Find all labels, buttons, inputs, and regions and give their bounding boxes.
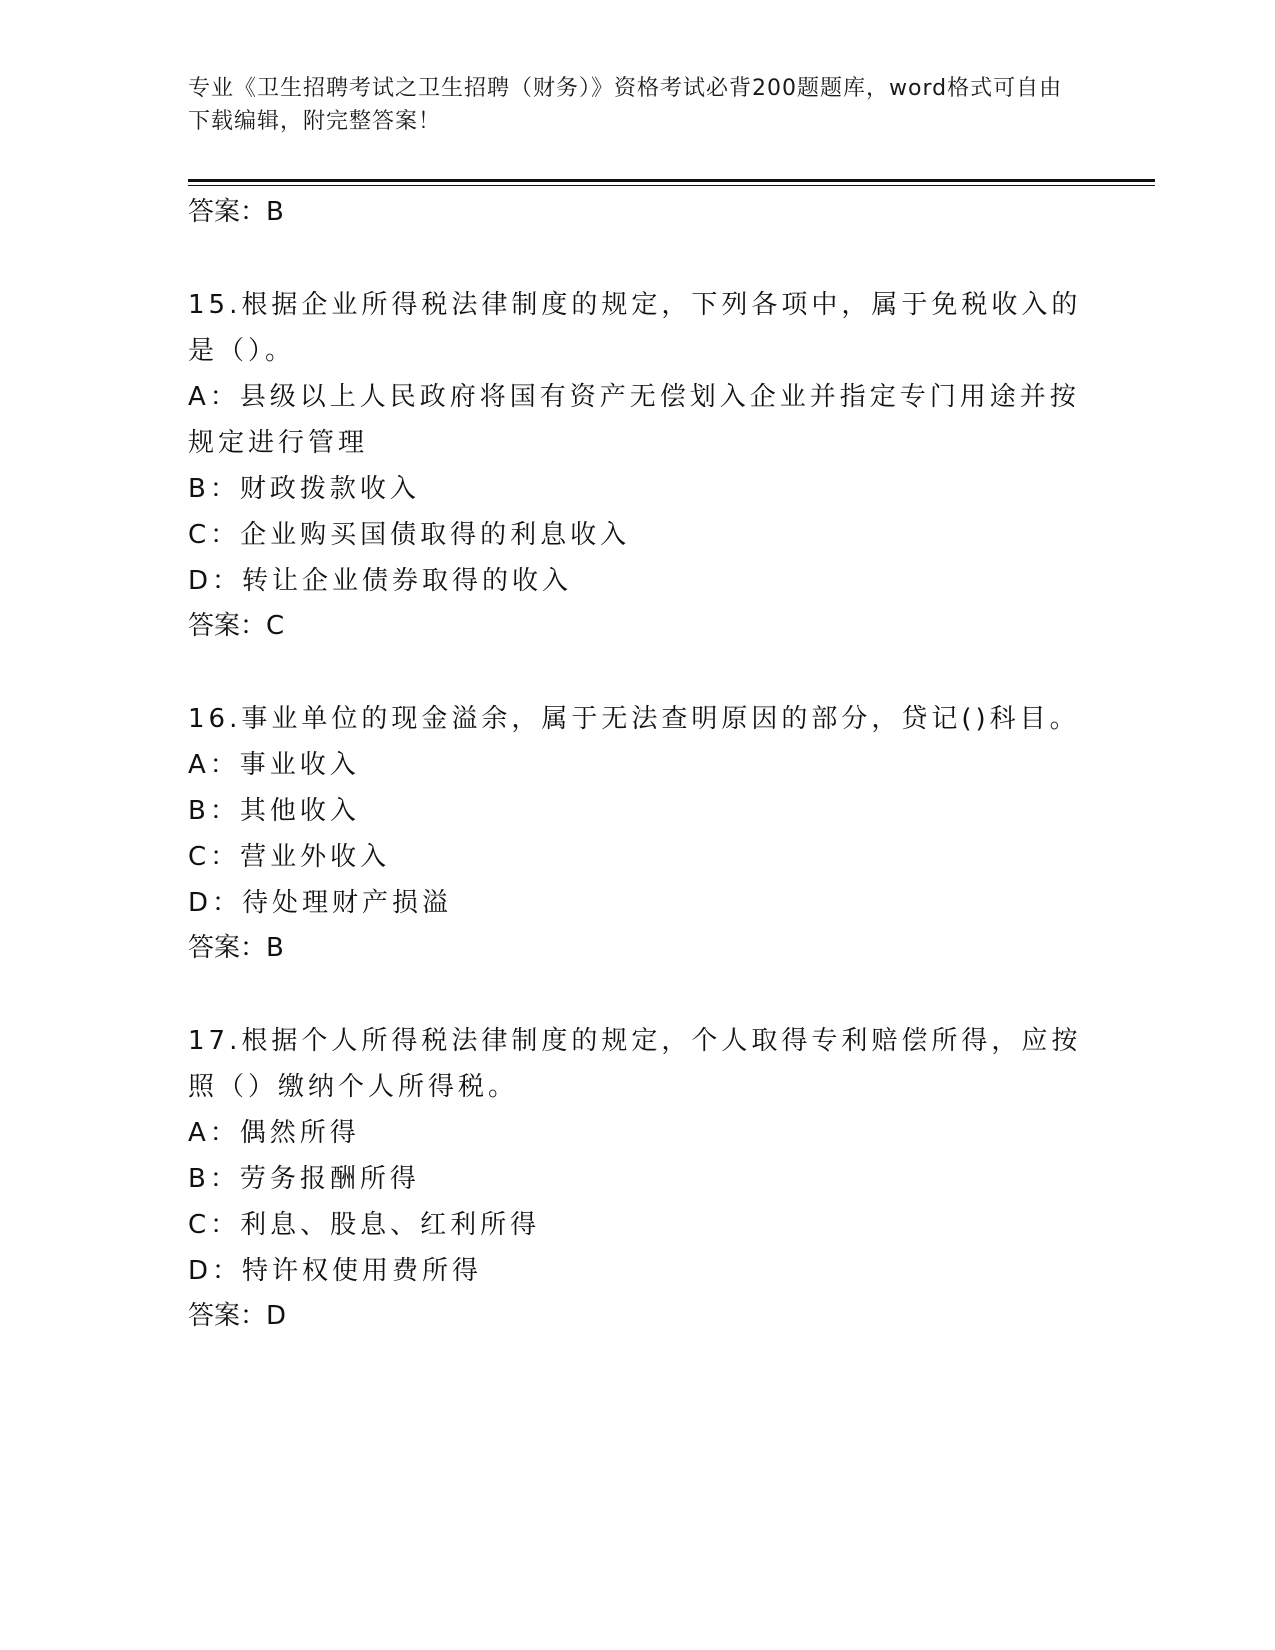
header-rule-thick — [188, 179, 1155, 182]
question-block-16 — [188, 696, 1088, 970]
option-a: A：县级以上人民政府将国有资产无偿划入企业并指定专门用途并按规定进行管理 — [188, 382, 1080, 458]
question-block-15 — [188, 282, 1088, 648]
question-stem: 15.根据企业所得税法律制度的规定，下列各项中，属于免税收入的是（）。 — [188, 290, 1082, 366]
answer-line: 答案：B — [188, 933, 284, 963]
option-d: D：转让企业债券取得的收入 — [188, 566, 573, 596]
answer-line: 答案：C — [188, 611, 285, 641]
option-b: B：劳务报酬所得 — [188, 1164, 420, 1194]
document-body — [188, 190, 1088, 1338]
option-d: D：特许权使用费所得 — [188, 1256, 483, 1286]
question-stem: 16.事业单位的现金溢余，属于无法查明原因的部分，贷记()科目。 — [188, 704, 1080, 734]
option-c: C：营业外收入 — [188, 842, 391, 872]
answer-line: 答案：B — [188, 197, 284, 227]
option-c: C：企业购买国债取得的利息收入 — [188, 520, 631, 550]
header-rule-thin — [188, 185, 1155, 186]
answer-line: 答案：D — [188, 1301, 287, 1331]
question-block-17 — [188, 1018, 1088, 1338]
option-a: A：偶然所得 — [188, 1118, 360, 1148]
question-stem: 17.根据个人所得税法律制度的规定，个人取得专利赔偿所得，应按照（）缴纳个人所得税。 — [188, 1026, 1082, 1102]
option-d: D：待处理财产损溢 — [188, 888, 453, 918]
option-b: B：其他收入 — [188, 796, 360, 826]
option-a: A：事业收入 — [188, 750, 360, 780]
document-header: 专业《卫生招聘考试之卫生招聘（财务）》资格考试必背200题题库，word格式可自由下载编辑，附完整答案！ — [188, 76, 1063, 134]
option-c: C：利息、股息、红利所得 — [188, 1210, 541, 1240]
option-b: B：财政拨款收入 — [188, 474, 420, 504]
